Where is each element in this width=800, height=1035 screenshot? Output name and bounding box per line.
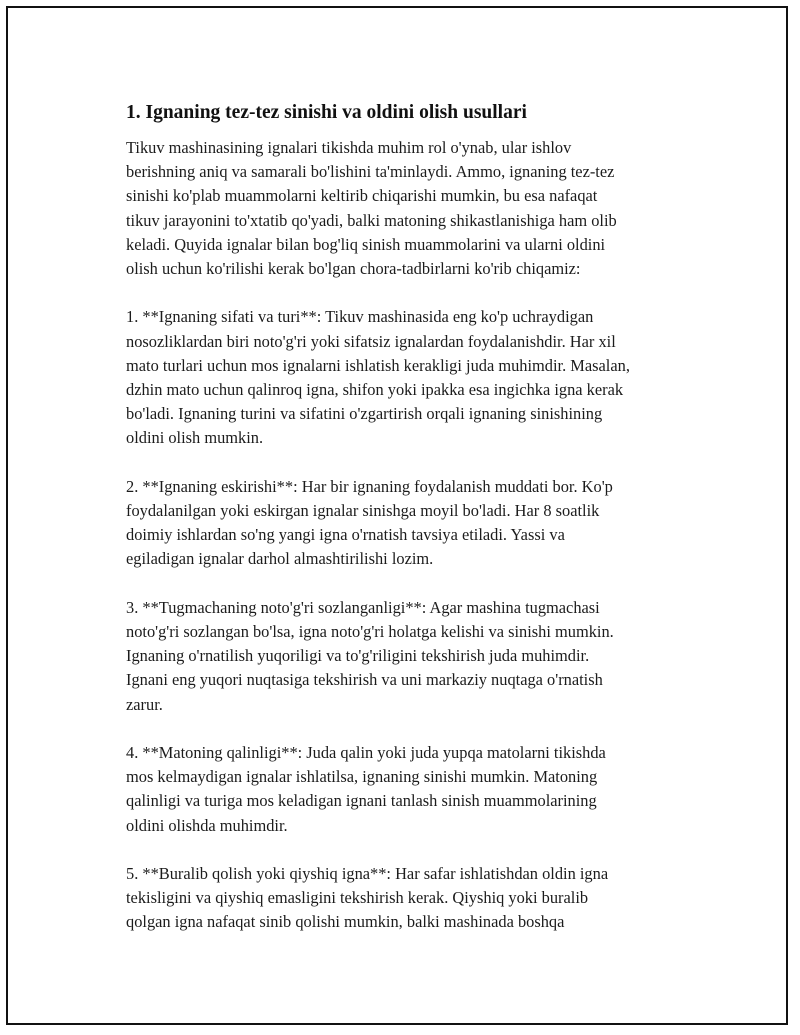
list-item-5-paragraph	[126, 862, 696, 935]
paragraph-line: zarur.	[126, 694, 163, 714]
paragraph-line: qalinligi va turiga mos keladigan ignani tanlash sinish muammolarining	[126, 791, 597, 811]
paragraph-line: noto'g'ri sozlangan bo'lsa, igna noto'g'ri holatga kelishi va sinishi mumkin.	[126, 622, 614, 642]
paragraph-line: olish uchun ko'rilishi kerak bo'lgan chora-tadbirlarni ko'rib chiqamiz:	[126, 259, 581, 279]
paragraph-line: berishning aniq va samarali bo'lishini ta'minlaydi. Ammo, ignaning tez-tez	[126, 162, 615, 182]
paragraph-line: qolgan igna nafaqat sinib qolishi mumkin, balki mashinada boshqa	[126, 912, 565, 932]
document-body	[126, 100, 696, 959]
list-item-1-paragraph	[126, 305, 696, 450]
intro-paragraph	[126, 136, 696, 281]
section-heading: 1. Ignaning tez-tez sinishi va oldini olish usullari	[126, 102, 527, 123]
paragraph-line: sinishi ko'plab muammolarni keltirib chiqarishi mumkin, bu esa nafaqat	[126, 186, 598, 206]
paragraph-line: 3. **Tugmachaning noto'g'ri sozlanganligi**: Agar mashina tugmachasi	[126, 597, 600, 617]
page-frame	[6, 6, 788, 1025]
paragraph-line: mos kelmaydigan ignalar ishlatilsa, ignaning sinishi mumkin. Matoning	[126, 767, 598, 787]
paragraph-line: bo'ladi. Ignaning turini va sifatini o'zgartirish orqali ignaning sinishining	[126, 404, 603, 424]
paragraph-line: 1. **Ignaning sifati va turi**: Tikuv mashinasida eng ko'p uchraydigan	[126, 307, 594, 327]
paragraph-line: foydalanilgan yoki eskirgan ignalar sinishga moyil bo'ladi. Har 8 soatlik	[126, 501, 600, 521]
paragraph-line: Ignaning o'rnatilish yuqoriligi va to'g'riligini tekshirish juda muhimdir.	[126, 646, 590, 666]
list-item-4-paragraph	[126, 741, 696, 838]
paragraph-line: keladi. Quyida ignalar bilan bog'liq sinish muammolarini va ularni oldini	[126, 234, 606, 254]
list-item-2-paragraph	[126, 475, 696, 572]
paragraph-line: 4. **Matoning qalinligi**: Juda qalin yoki juda yupqa matolarni tikishda	[126, 743, 606, 763]
paragraph-line: nosozliklardan biri noto'g'ri yoki sifatsiz ignalardan foydalanishdir. Har xil	[126, 331, 616, 351]
paragraph-line: oldini olishda muhimdir.	[126, 815, 288, 835]
paragraph-line: dzhin mato uchun qalinroq igna, shifon yoki ipakka esa ingichka igna kerak	[126, 380, 624, 400]
paragraph-line: oldini olish mumkin.	[126, 428, 264, 448]
paragraph-line: Tikuv mashinasining ignalari tikishda muhim rol o'ynab, ular ishlov	[126, 138, 572, 157]
paragraph-line: doimiy ishlardan so'ng yangi igna o'rnatish tavsiya etiladi. Yassi va	[126, 525, 565, 545]
paragraph-line: tekisligini va qiyshiq emasligini tekshirish kerak. Qiyshiq yoki buralib	[126, 888, 589, 908]
paragraph-line: mato turlari uchun mos ignalarni ishlatish kerakligi juda muhimdir. Masalan,	[126, 355, 630, 375]
paragraph-line: egiladigan ignalar darhol almashtirilishi lozim.	[126, 549, 434, 569]
paragraph-line: 2. **Ignaning eskirishi**: Har bir ignaning foydalanish muddati bor. Ko'p	[126, 476, 613, 496]
paragraph-line: tikuv jarayonini to'xtatib qo'yadi, balki matoning shikastlanishiga ham olib	[126, 210, 617, 230]
paragraph-line: Ignani eng yuqori nuqtasiga tekshirish va uni markaziy nuqtaga o'rnatish	[126, 670, 603, 690]
paragraph-line: 5. **Buralib qolish yoki qiyshiq igna**: Har safar ishlatishdan oldin igna	[126, 864, 609, 884]
list-item-3-paragraph	[126, 596, 696, 717]
